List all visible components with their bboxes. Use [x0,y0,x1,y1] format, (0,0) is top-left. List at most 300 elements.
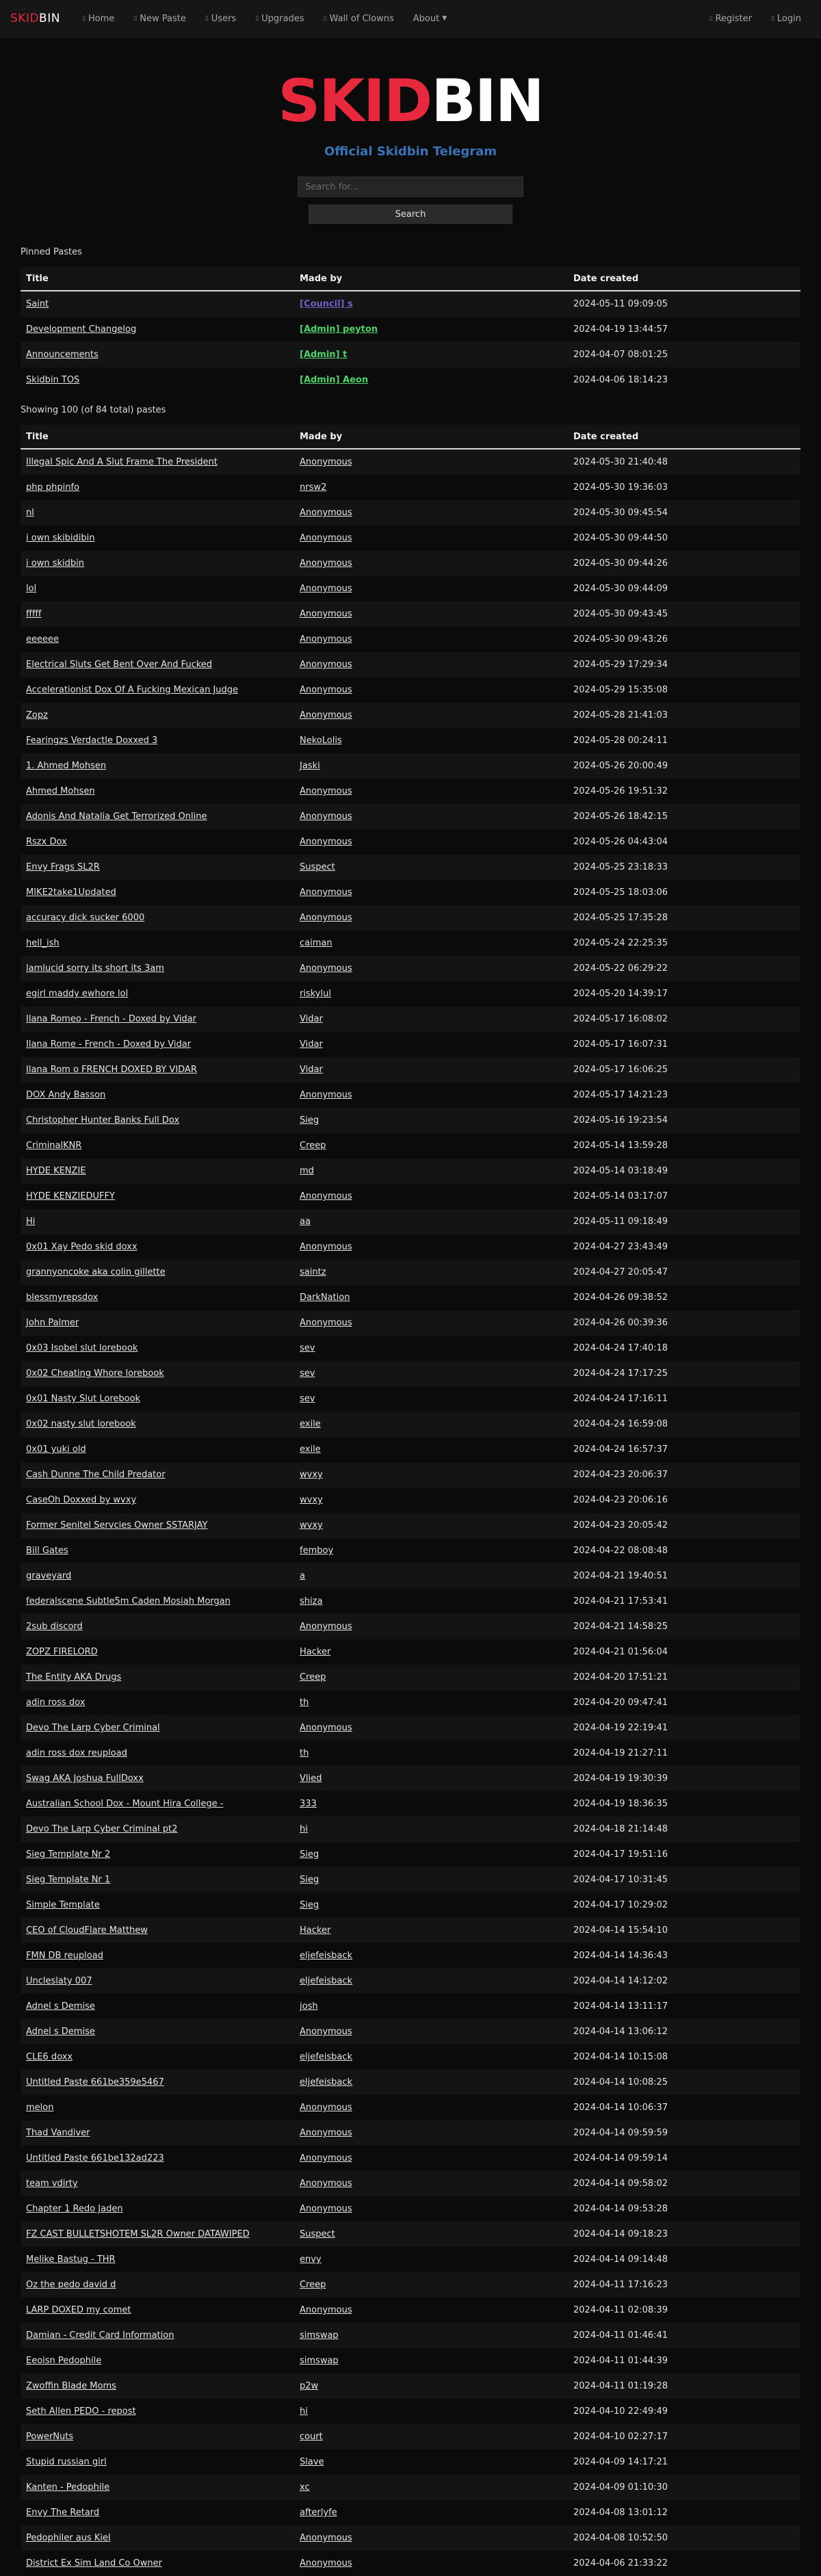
paste-title-cell [21,1614,294,1639]
author-link[interactable]: th [300,1748,309,1758]
author-link[interactable]: DarkNation [300,1292,350,1303]
date-cell: 2024-05-30 09:44:50 [568,525,800,551]
paste-title-cell [21,2373,294,2399]
paste-title-link[interactable]: i own skibidibin [26,533,95,543]
paste-title-cell [21,1639,294,1665]
made-by-cell [294,981,568,1006]
paste-title-cell [21,1589,294,1614]
author-link[interactable]: Anonymous [300,685,352,695]
paste-title-link[interactable]: egirl maddy ewhore lol [26,989,129,999]
paste-title-link[interactable]: Seth Allen PEDO - repost [26,2406,136,2417]
col-date: Date created [568,267,800,291]
paste-title-cell [21,525,294,551]
made-by-cell [294,367,568,393]
paste-title-cell [21,1538,294,1563]
date-cell: 2024-05-30 09:43:45 [568,601,800,627]
author-link[interactable]: hi [300,1824,308,1834]
author-link[interactable]: Creep [300,1672,326,1682]
paste-title-link[interactable]: Adnel s Demise [26,2027,95,2037]
author-link[interactable]: [Admin] t [300,350,348,360]
paste-title-link[interactable]: Ahmed Mohsen [26,786,95,796]
nav-about-dropdown[interactable] [404,14,456,24]
author-link[interactable]: Anonymous [300,660,352,670]
paste-title-cell [21,1462,294,1487]
author-link[interactable]: josh [300,2001,318,2012]
author-link[interactable]: Anonymous [300,963,352,974]
date-cell: 2024-05-17 16:08:02 [568,1006,800,1032]
date-cell: 2024-04-21 17:53:41 [568,1589,800,1614]
author-link[interactable]: Anonymous [300,710,352,720]
author-link[interactable]: Anonymous [300,1622,352,1632]
date-cell: 2024-04-11 01:19:28 [568,2373,800,2399]
author-link[interactable]: Anonymous [300,1191,352,1201]
made-by-cell [294,342,568,367]
paste-title-cell [21,855,294,880]
paste-row [21,2272,800,2298]
paste-title-cell [21,2146,294,2171]
clown-icon: ▯ [323,15,327,22]
paste-title-link[interactable]: 0x01 Xay Pedo skid doxx [26,1242,138,1252]
paste-title-link[interactable]: Former Senitel Servcies Owner SSTARJAY [26,1520,208,1531]
paste-title-link[interactable]: accuracy dick sucker 6000 [26,913,145,923]
paste-title-link[interactable]: Adnel s Demise [26,2001,95,2012]
paste-title-link[interactable]: PowerNuts [26,2432,74,2442]
paste-title-link[interactable]: Saint [26,299,49,309]
paste-title-link[interactable]: Swag AKA Joshua FullDoxx [26,1773,144,1784]
nav-wall-of-clowns[interactable] [314,14,404,24]
author-link[interactable]: Suspect [300,2229,335,2239]
paste-title-cell [21,1665,294,1690]
nav-upgrades[interactable] [246,14,313,24]
paste-row [21,2373,800,2399]
made-by-cell [294,1462,568,1487]
paste-title-link[interactable]: Zwoffin Blade Moms [26,2381,116,2391]
made-by-cell [294,2424,568,2449]
made-by-cell [294,500,568,525]
paste-row [21,2424,800,2449]
paste-title-cell [21,2348,294,2373]
paste-title-link[interactable]: District Ex Sim Land Co Owner [26,2558,162,2568]
paste-row [21,551,800,576]
author-link[interactable]: sev [300,1343,315,1353]
author-link[interactable]: Jaski [300,761,320,771]
author-link[interactable]: Anonymous [300,2204,352,2214]
date-cell: 2024-04-23 20:05:42 [568,1513,800,1538]
paste-row [21,2070,800,2095]
paste-title-link[interactable]: lol [26,584,37,594]
author-link[interactable]: exile [300,1444,321,1455]
paste-title-cell [21,1741,294,1766]
author-link[interactable]: saintz [300,1267,326,1277]
paste-title-link[interactable]: adin ross dox reupload [26,1748,127,1758]
made-by-cell [294,2475,568,2500]
paste-title-link[interactable]: Zopz [26,710,48,720]
paste-title-link[interactable]: CEO of CloudFlare Matthew [26,1925,148,1936]
paste-row [21,931,800,956]
paste-row [21,1361,800,1386]
made-by-cell [294,1108,568,1133]
author-link[interactable]: Vidar [300,1065,323,1075]
date-cell: 2024-04-10 02:27:17 [568,2424,800,2449]
author-link[interactable]: wvxy [300,1470,323,1480]
author-link[interactable]: xc [300,2482,310,2493]
search-input[interactable] [298,177,523,197]
paste-title-link[interactable]: Stupid russian girl [26,2457,107,2467]
paste-title-link[interactable]: team vdirty [26,2178,78,2189]
paste-title-link[interactable]: Uncleslaty 007 [26,1976,92,1986]
paste-title-cell [21,1487,294,1513]
date-cell: 2024-05-30 09:43:26 [568,627,800,652]
author-link[interactable]: Sieg [300,1115,320,1126]
paste-title-link[interactable]: Rszx Dox [26,837,67,847]
paste-title-link[interactable]: John Palmer [26,1318,79,1328]
made-by-cell [294,2298,568,2323]
paste-title-link[interactable]: lamlucid sorry its short its 3am [26,963,164,974]
paste-row [21,1968,800,1994]
paste-title-link[interactable]: Illegal Spic And A Slut Frame The President [26,457,218,467]
paste-row [21,2525,800,2551]
made-by-cell [294,956,568,981]
paste-title-link[interactable]: The Entity AKA Drugs [26,1672,122,1682]
author-link[interactable]: Sieg [300,1900,320,1910]
paste-title-link[interactable]: Devo The Larp Cyber Criminal pt2 [26,1824,178,1834]
author-link[interactable]: Anonymous [300,1242,352,1252]
paste-title-link[interactable]: Envy Frags SL2R [26,862,100,872]
author-link[interactable]: Anonymous [300,1723,352,1733]
made-by-cell [294,627,568,652]
paste-title-link[interactable]: Sieg Template Nr 1 [26,1875,111,1885]
paste-title-cell [21,931,294,956]
author-link[interactable]: simswap [300,2330,339,2341]
author-link[interactable]: Anonymous [300,2027,352,2037]
nav-login[interactable] [761,14,811,24]
paste-title-cell [21,1310,294,1336]
paste-title-cell [21,367,294,393]
paste-title-link[interactable]: ZOPZ FIRELORD [26,1647,98,1657]
author-link[interactable]: a [300,1571,305,1581]
author-link[interactable]: Vidar [300,1039,323,1050]
author-link[interactable]: Anonymous [300,634,352,645]
author-link[interactable]: NekoLolis [300,736,342,746]
author-link[interactable]: Hacker [300,1647,331,1657]
nav-new-paste[interactable] [124,14,196,24]
date-cell: 2024-04-24 17:40:18 [568,1336,800,1361]
author-link[interactable]: envy [300,2254,322,2265]
paste-row [21,1411,800,1437]
paste-title-cell [21,1057,294,1082]
paste-title-cell [21,2196,294,2222]
paste-title-link[interactable]: eeeeee [26,634,59,645]
paste-title-link[interactable]: Damian - Credit Card Information [26,2330,174,2341]
paste-title-link[interactable]: 2sub discord [26,1622,83,1632]
paste-title-link[interactable]: grannyoncoke aka colin gillette [26,1267,166,1277]
home-icon: ▯ [81,15,86,22]
date-cell: 2024-04-14 09:18:23 [568,2222,800,2247]
date-cell: 2024-04-08 10:52:50 [568,2525,800,2551]
author-link[interactable]: Anonymous [300,2128,352,2138]
paste-title-cell [21,1994,294,2019]
paste-title-link[interactable]: Envy The Retard [26,2508,100,2518]
nav-home[interactable] [73,14,124,24]
paste-title-link[interactable]: Melike Bastug - THR [26,2254,116,2265]
author-link[interactable]: Anonymous [300,2533,352,2543]
made-by-cell [294,1538,568,1563]
made-by-cell [294,2500,568,2525]
paste-title-link[interactable]: Australian School Dox - Mount Hira College - [26,1799,224,1809]
author-link[interactable]: court [300,2432,323,2442]
paste-title-link[interactable]: 0x03 Isobel slut lorebook [26,1343,138,1353]
paste-row [21,1285,800,1310]
author-link[interactable]: 333 [300,1799,317,1809]
author-link[interactable]: riskylul [300,989,331,999]
paste-title-link[interactable]: Hi [26,1217,36,1227]
paste-row [21,728,800,753]
author-link[interactable]: eljefeisback [300,2052,353,2062]
logo-skid: SKID [277,67,431,135]
author-link[interactable]: Creep [300,1141,326,1151]
author-link[interactable]: Anonymous [300,1090,352,1100]
date-cell: 2024-05-16 19:23:54 [568,1108,800,1133]
paste-title-link[interactable]: Electrical Sluts Get Bent Over And Fucked [26,660,213,670]
author-link[interactable]: hi [300,2406,308,2417]
author-link[interactable]: Anonymous [300,2153,352,2163]
paste-title-cell [21,1285,294,1310]
paste-row [21,1032,800,1057]
brand-logo[interactable] [10,12,60,25]
paste-title-link[interactable]: Simple Template [26,1900,100,1910]
made-by-cell [294,931,568,956]
pinned-header-row [21,267,800,291]
paste-title-link[interactable]: LARP DOXED my comet [26,2305,131,2315]
paste-row [21,1462,800,1487]
paste-title-link[interactable]: blessmyrepsdox [26,1292,99,1303]
nav-users[interactable] [196,14,246,24]
made-by-cell [294,829,568,855]
made-by-cell [294,2525,568,2551]
paste-title-link[interactable]: 0x01 yuki old [26,1444,86,1455]
made-by-cell [294,551,568,576]
paste-row [21,525,800,551]
author-link[interactable]: md [300,1166,314,1176]
author-link[interactable]: Anonymous [300,584,352,594]
pinned-section [0,247,821,393]
paste-title-link[interactable]: php phpinfo [26,482,79,493]
paste-title-link[interactable]: Oz the pedo david d [26,2280,116,2290]
author-link[interactable]: [Admin] peyton [300,324,378,335]
paste-row [21,1260,800,1285]
col-made-by: Made by [294,267,568,291]
author-link[interactable]: Sieg [300,1849,320,1860]
paste-title-cell [21,677,294,703]
nav-new-paste-label: New Paste [140,13,186,24]
author-link[interactable]: Anonymous [300,508,352,518]
paste-row [21,2222,800,2247]
paste-title-link[interactable]: melon [26,2103,54,2113]
telegram-link[interactable]: Official Skidbin Telegram [324,144,497,159]
author-link[interactable]: Anonymous [300,887,352,898]
paste-title-cell [21,1411,294,1437]
author-link[interactable]: [Admin] Aeon [300,375,369,385]
author-link[interactable]: Anonymous [300,533,352,543]
date-cell: 2024-04-24 16:59:08 [568,1411,800,1437]
paste-title-link[interactable]: Sieg Template Nr 2 [26,1849,111,1860]
paste-title-link[interactable]: Fearingzs Verdactle Doxxed 3 [26,736,158,746]
author-link[interactable]: femboy [300,1546,334,1556]
author-link[interactable]: Anonymous [300,558,352,569]
paste-title-link[interactable]: MIKE2take1Updated [26,887,116,898]
paste-title-link[interactable]: fffff [26,609,42,619]
date-cell: 2024-04-14 09:53:28 [568,2196,800,2222]
paste-title-link[interactable]: Ilana Rome - French - Doxed by Vidar [26,1039,192,1050]
paste-row [21,1082,800,1108]
col-made-by: Made by [294,425,568,449]
author-link[interactable]: Vlied [300,1773,322,1784]
author-link[interactable]: Anonymous [300,2103,352,2113]
paste-title-link[interactable]: Pedophiler aus Kiel [26,2533,111,2543]
paste-row [21,2247,800,2272]
paste-title-link[interactable]: Thad Vandiver [26,2128,90,2138]
paste-title-link[interactable]: 0x02 nasty slut lorebook [26,1419,136,1429]
paste-title-link[interactable]: Development Changelog [26,324,137,335]
author-link[interactable]: Creep [300,2280,326,2290]
paste-title-link[interactable]: Ilana Rom o FRENCH DOXED BY VIDAR [26,1065,197,1075]
date-cell: 2024-04-14 09:14:48 [568,2247,800,2272]
paste-title-link[interactable]: CriminalKNR [26,1141,82,1151]
paste-title-cell [21,291,294,317]
paste-title-link[interactable]: Ilana Romeo - French - Doxed by Vidar [26,1014,196,1024]
author-link[interactable]: Anonymous [300,457,352,467]
made-by-cell [294,2171,568,2196]
author-link[interactable]: Sieg [300,1875,320,1885]
author-link[interactable]: Anonymous [300,609,352,619]
author-link[interactable]: wvxy [300,1520,323,1531]
paste-title-link[interactable]: 0x01 Nasty Slut Lorebook [26,1394,141,1404]
nav-home-label: Home [88,13,115,24]
paste-title-link[interactable]: FZ CAST BULLETSHOTEM SL2R Owner DATAWIPED [26,2229,250,2239]
paste-title-link[interactable]: HYDE KENZIEDUFFY [26,1191,115,1201]
paste-title-cell [21,1361,294,1386]
author-link[interactable]: p2w [300,2381,319,2391]
author-link[interactable]: eljefeisback [300,2077,353,2087]
paste-title-link[interactable]: Skidbin TOS [26,375,80,385]
paste-title-link[interactable]: hell_ish [26,938,60,948]
made-by-cell [294,1892,568,1918]
paste-title-link[interactable]: Untitled Paste 661be132ad223 [26,2153,164,2163]
paste-title-link[interactable]: Adonis And Natalia Get Terrorized Online [26,811,207,822]
author-link[interactable]: Anonymous [300,1318,352,1328]
author-link[interactable]: Anonymous [300,913,352,923]
paste-title-cell [21,2551,294,2576]
paste-title-link[interactable]: Cash Dunne The Child Predator [26,1470,166,1480]
search-button[interactable]: Search [309,205,512,224]
paste-title-link[interactable]: 0x02 Cheating Whore lorebook [26,1368,164,1379]
register-icon: ▯ [709,15,713,22]
date-cell: 2024-04-21 01:56:04 [568,1639,800,1665]
paste-title-link[interactable]: federalscene Subtle5m Caden Mosiah Morgan [26,1596,231,1606]
author-link[interactable]: simswap [300,2356,339,2366]
author-link[interactable]: Suspect [300,862,335,872]
paste-title-link[interactable]: graveyard [26,1571,72,1581]
paste-title-cell [21,2247,294,2272]
author-link[interactable]: afterlyfe [300,2508,337,2518]
author-link[interactable]: sev [300,1368,315,1379]
author-link[interactable]: shiza [300,1596,323,1606]
paste-row [21,652,800,677]
paste-title-cell [21,2449,294,2475]
paste-title-link[interactable]: Devo The Larp Cyber Criminal [26,1723,160,1733]
author-link[interactable]: eljefeisback [300,1951,353,1961]
pastes-count: Showing 100 (of 84 total) pastes [21,405,166,415]
paste-title-link[interactable]: Accelerationist Dox Of A Fucking Mexican Judge [26,685,239,695]
author-link[interactable]: [Council] s [300,299,353,309]
paste-title-cell [21,500,294,525]
author-link[interactable]: Anonymous [300,786,352,796]
author-link[interactable]: Slave [300,2457,324,2467]
date-cell: 2024-04-11 01:46:41 [568,2323,800,2348]
paste-title-cell [21,1437,294,1462]
author-link[interactable]: Anonymous [300,837,352,847]
paste-title-link[interactable]: Bill Gates [26,1546,68,1556]
nav-register-label: Register [715,13,752,24]
author-link[interactable]: nrsw2 [300,482,327,493]
paste-title-cell [21,1867,294,1892]
paste-title-link[interactable]: nl [26,508,34,518]
paste-title-link[interactable]: 1. Ahmed Mohsen [26,761,107,771]
author-link[interactable]: wvxy [300,1495,323,1505]
nav-register[interactable] [699,14,761,24]
paste-title-link[interactable]: Announcements [26,350,99,360]
author-link[interactable]: exile [300,1419,321,1429]
paste-row [21,1715,800,1741]
paste-title-cell [21,2120,294,2146]
hero [0,38,821,224]
paste-title-link[interactable]: adin ross dox [26,1697,86,1708]
paste-title-cell [21,601,294,627]
paste-row [21,880,800,905]
author-link[interactable]: th [300,1697,309,1708]
paste-title-link[interactable]: CLE6 doxx [26,2052,73,2062]
login-icon: ▯ [770,15,774,22]
author-link[interactable]: Anonymous [300,2305,352,2315]
paste-title-link[interactable]: Untitled Paste 661be359e5467 [26,2077,164,2087]
author-link[interactable]: Anonymous [300,2178,352,2189]
paste-title-cell [21,804,294,829]
paste-title-link[interactable]: Chapter 1 Redo Jaden [26,2204,123,2214]
author-link[interactable]: Anonymous [300,811,352,822]
author-link[interactable]: eljefeisback [300,1976,353,1986]
date-cell: 2024-04-06 18:14:23 [568,367,800,393]
author-link[interactable]: Hacker [300,1925,331,1936]
date-cell: 2024-04-14 10:08:25 [568,2070,800,2095]
author-link[interactable]: caiman [300,938,333,948]
paste-title-link[interactable]: DOX Andy Basson [26,1090,106,1100]
author-link[interactable]: sev [300,1394,315,1404]
author-link[interactable]: aa [300,1217,311,1227]
date-cell: 2024-05-29 17:29:34 [568,652,800,677]
date-cell: 2024-05-30 09:44:09 [568,576,800,601]
date-cell: 2024-04-14 09:59:14 [568,2146,800,2171]
paste-title-link[interactable]: Christopher Hunter Banks Full Dox [26,1115,180,1126]
paste-row [21,1437,800,1462]
paste-title-link[interactable]: HYDE KENZIE [26,1166,86,1176]
paste-title-link[interactable]: CaseOh Doxxed by wvxy [26,1495,137,1505]
paste-title-link[interactable]: i own skidbin [26,558,84,569]
author-link[interactable]: Anonymous [300,2558,352,2568]
paste-title-link[interactable]: FMN DB reupload [26,1951,103,1961]
paste-title-link[interactable]: Eeoisn Pedophile [26,2356,102,2366]
author-link[interactable]: Vidar [300,1014,323,1024]
paste-title-link[interactable]: Kanten - Pedophile [26,2482,110,2493]
